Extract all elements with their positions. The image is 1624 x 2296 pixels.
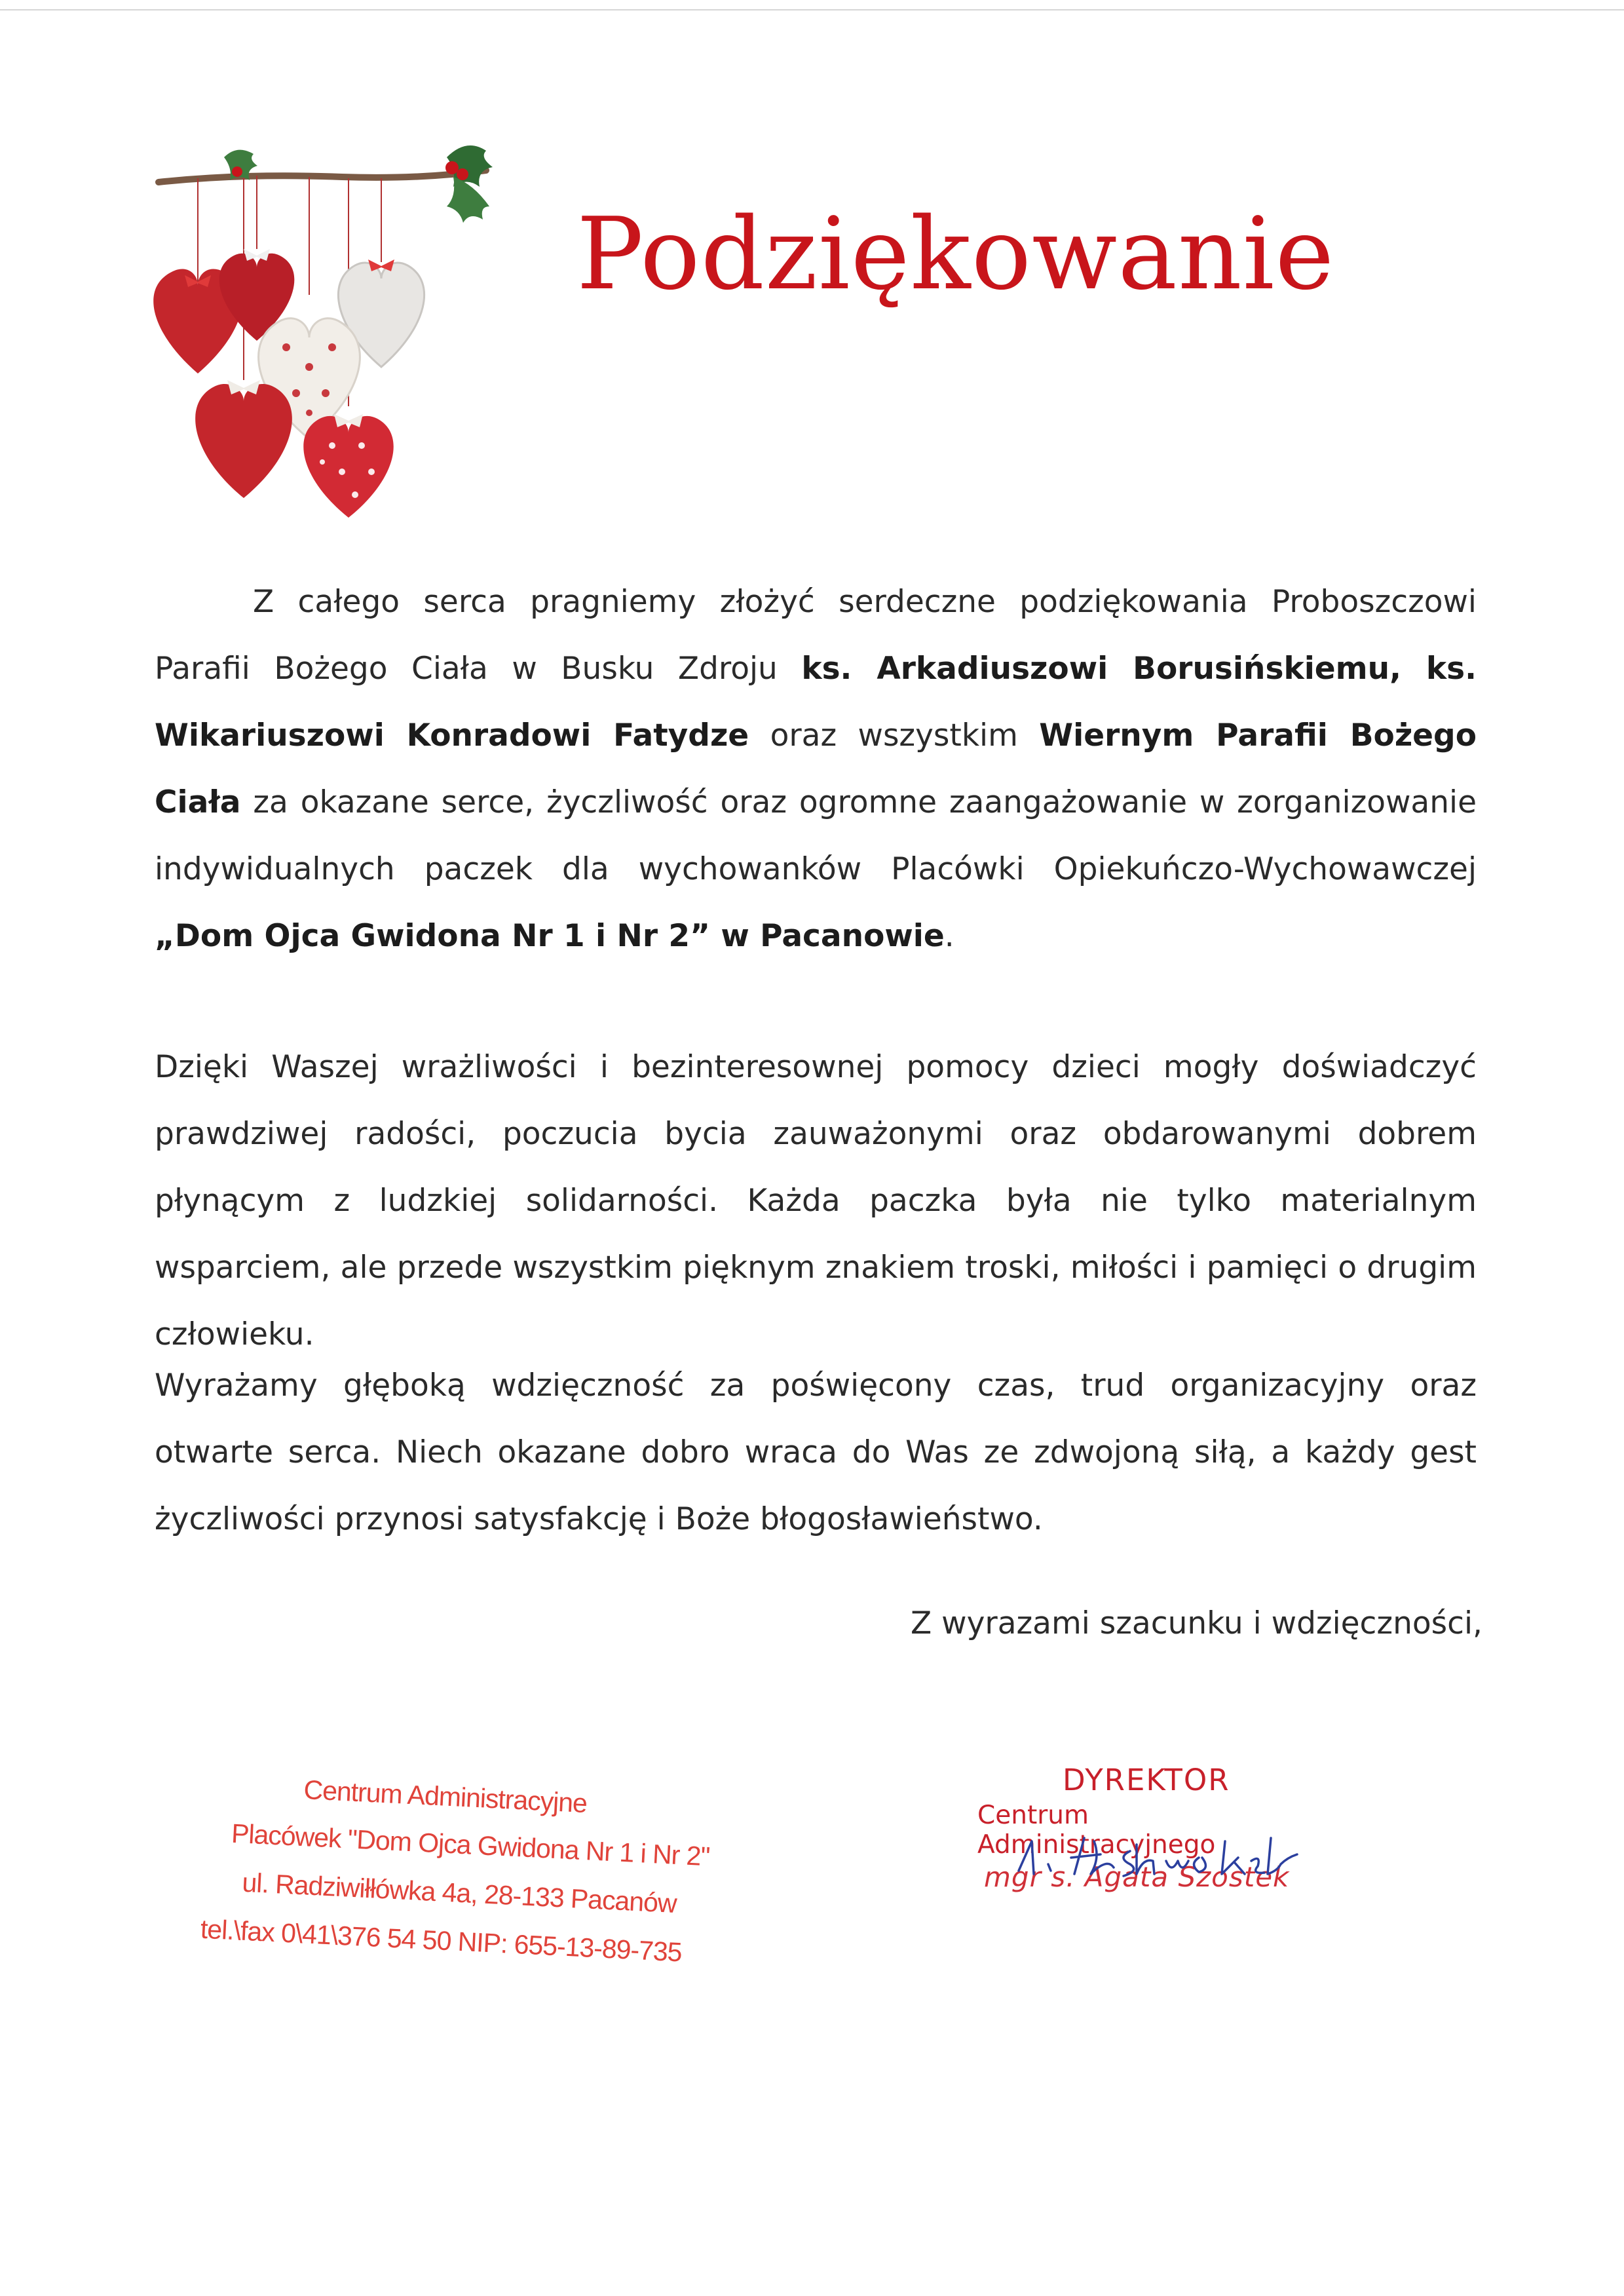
- paragraph1-text-3: za okazane serce, życzliwość oraz ogromne zaangażowanie w zorganizowanie indywidualnych paczek dla wychowanków Placówki Opiekuńczo-Wychowawczej: [155, 784, 1477, 887]
- director-stamp-name: mgr s. Agata Szostek: [984, 1861, 1290, 1893]
- stamp-line-1: Centrum Administracyjne: [303, 1774, 588, 1819]
- director-stamp-institution: Centrum Administracyjnego: [977, 1801, 1216, 1860]
- paragraph-gratitude: Dzięki Waszej wrażliwości i bezinteresownej pomocy dzieci mogły doświadczyć prawdziwej radości, poczucia bycia zauważonymi oraz obdarowanymi dobrem płynącym z ludzkiej solidarności. Każda paczka była nie tylko materialnym wsparciem, ale przede wszystkim pięknym znakiem troski, miłości i pamięci o drugim człowieku.: [155, 1049, 1477, 1352]
- stamp-line-4: tel.\fax 0\41\376 54 50 NIP: 655-13-89-735: [199, 1913, 683, 1968]
- stamp-line-3: ul. Radziwiłłówka 4a, 28-133 Pacanów: [241, 1867, 677, 1919]
- director-stamp-title: DYREKTOR: [1063, 1763, 1230, 1797]
- paragraph1-bold-parish: Wiernym Parafii Bożego Ciała: [155, 718, 1477, 820]
- signature-icon: [1002, 1818, 1310, 1890]
- institution-stamp: [186, 1769, 711, 2008]
- paragraph1-text-1: Z całego serca pragniemy złożyć serdeczne podziękowania Proboszczowi Parafii Bożego Ciała w Busku Zdroju: [155, 584, 1477, 687]
- scan-top-edge-line: [0, 9, 1624, 10]
- stamp-line-2: Placówek "Dom Ojca Gwidona Nr 1 i Nr 2": [231, 1818, 711, 1872]
- closing-line: Z wyrazami szacunku i wdzięczności,: [911, 1605, 1482, 1641]
- page-title: Podziękowanie: [576, 196, 1335, 312]
- paragraph1-bold-priests: ks. Arkadiuszowi Borusińskiemu, ks. Wikariuszowi Konradowi Fatydze: [155, 651, 1477, 754]
- paragraph1-text-2: oraz wszystkim: [749, 718, 1040, 754]
- paragraph-thanks: [155, 569, 1477, 970]
- hanging-hearts-icon: [145, 131, 552, 524]
- paragraph1-text-4: .: [944, 918, 954, 954]
- paragraph-wishes: Wyrażamy głęboką wdzięczność za poświęcony czas, trud organizacyjny oraz otwarte serca. Niech okazane dobro wraca do Was ze zdwojoną siłą, a każdy gest życzliwości przynosi satysfakcję i Boże błogosławieństwo.: [155, 1368, 1477, 1537]
- paragraph1-bold-institution: „Dom Ojca Gwidona Nr 1 i Nr 2” w Pacanowie: [155, 918, 945, 954]
